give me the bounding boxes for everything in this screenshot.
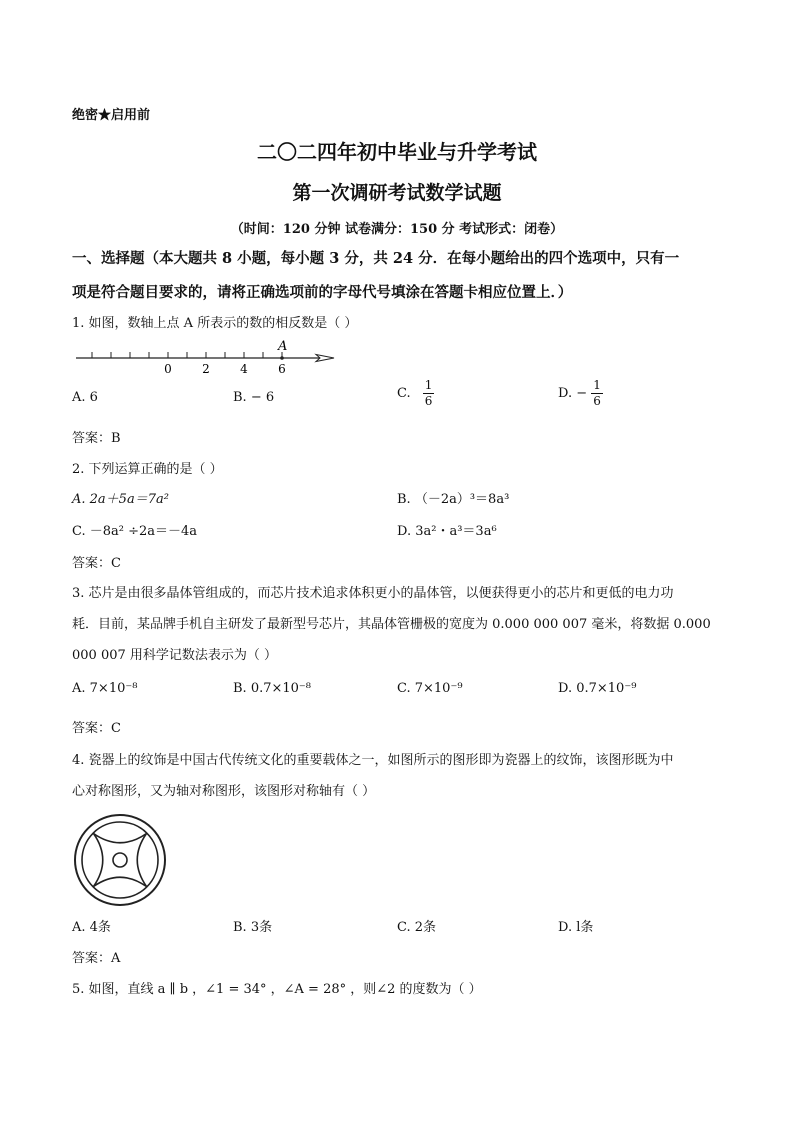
confidential-label: 绝密★启用前 xyxy=(72,108,151,123)
q1-option-d-prefix: D. − xyxy=(558,386,588,401)
q4-option-d: D. l条 xyxy=(558,920,594,935)
exam-title: 二〇二四年初中毕业与升学考试 xyxy=(257,140,537,164)
point-a-dot xyxy=(280,356,284,360)
q2-answer: 答案：C xyxy=(72,556,121,571)
q3-option-b: B. 0.7×10⁻⁸ xyxy=(233,681,311,696)
question-1-stem: 1. 如图，数轴上点 A 所表示的数的相反数是（ ） xyxy=(72,316,358,331)
point-a-label: A xyxy=(278,339,288,354)
question-4-line2: 心对称图形，又为轴对称图形，该图形对称轴有（ ） xyxy=(72,784,376,799)
fraction-numerator: 1 xyxy=(424,378,433,392)
q1-option-b: B. − 6 xyxy=(233,390,275,405)
number-line-figure xyxy=(72,336,342,380)
q1-option-a: A. 6 xyxy=(72,390,98,405)
q4-answer: 答案：A xyxy=(72,951,121,966)
exam-info: （时间：120 分钟 试卷满分：150 分 考试形式：闭卷） xyxy=(230,222,564,237)
fraction-denominator: 6 xyxy=(424,394,433,408)
q3-option-d: D. 0.7×10⁻⁹ xyxy=(558,681,637,696)
exam-subtitle: 第一次调研考试数学试题 xyxy=(292,182,502,204)
q4-option-a: A. 4条 xyxy=(72,920,111,935)
q4-option-b: B. 3条 xyxy=(233,920,273,935)
q1-option-d-fraction xyxy=(591,378,603,409)
q3-option-c: C. 7×10⁻⁹ xyxy=(397,681,463,696)
q1-answer: 答案：B xyxy=(72,431,121,446)
question-4-line1: 4. 瓷器上的纹饰是中国古代传统文化的重要载体之一，如图所示的图形即为瓷器上的纹饰，该图形既为中 xyxy=(72,753,674,768)
question-3-line2: 耗．目前，某品牌手机自主研发了最新型号芯片，其晶体管栅极的宽度为 0.000 000 007 毫米，将数据 0.000 xyxy=(72,617,711,632)
axis-ticks xyxy=(92,352,282,358)
q1-option-c-prefix: C. xyxy=(397,386,411,401)
porcelain-pattern-figure xyxy=(72,812,168,908)
q2-option-c: C. －8a² ÷2a＝－4a xyxy=(72,524,198,539)
tick-label-6: 6 xyxy=(278,362,286,376)
section-heading-line1: 一、选择题（本大题共 8 小题，每小题 3 分，共 24 分．在每小题给出的四个选项中，只有一 xyxy=(72,250,680,267)
q2-option-b: B. （－2a）³＝8a³ xyxy=(397,492,510,507)
fraction-denominator: 6 xyxy=(593,394,601,408)
fraction-numerator: 1 xyxy=(593,378,601,392)
tick-label-2: 2 xyxy=(202,362,210,376)
q2-option-d: D. 3a²・a³＝3a⁶ xyxy=(397,524,497,539)
concave-square-shape xyxy=(94,834,147,887)
question-5-stem: 5. 如图，直线 a ∥ b ，∠1 = 34° ，∠A = 28° ，则∠2 的度数为（ ） xyxy=(72,982,482,997)
tick-label-4: 4 xyxy=(240,362,248,376)
q1-option-d xyxy=(558,378,603,409)
q4-option-c: C. 2条 xyxy=(397,920,437,935)
question-2-stem: 2. 下列运算正确的是（ ） xyxy=(72,462,223,477)
q3-option-a: A. 7×10⁻⁸ xyxy=(72,681,138,696)
question-3-line1: 3. 芯片是由很多晶体管组成的，而芯片技术追求体积更小的晶体管，以便获得更小的芯片和更低的电力功 xyxy=(72,586,674,601)
question-3-line3: 000 007 用科学记数法表示为（ ） xyxy=(72,648,278,663)
tick-label-0: 0 xyxy=(164,362,172,376)
q2-option-a: A. 2a＋5a＝7a² xyxy=(72,492,169,507)
section-heading-line2: 项是符合题目要求的，请将正确选项前的字母代号填涂在答题卡相应位置上．） xyxy=(72,284,573,301)
q1-option-c xyxy=(397,378,434,409)
q3-answer: 答案：C xyxy=(72,721,121,736)
q1-option-c-fraction xyxy=(423,378,435,409)
